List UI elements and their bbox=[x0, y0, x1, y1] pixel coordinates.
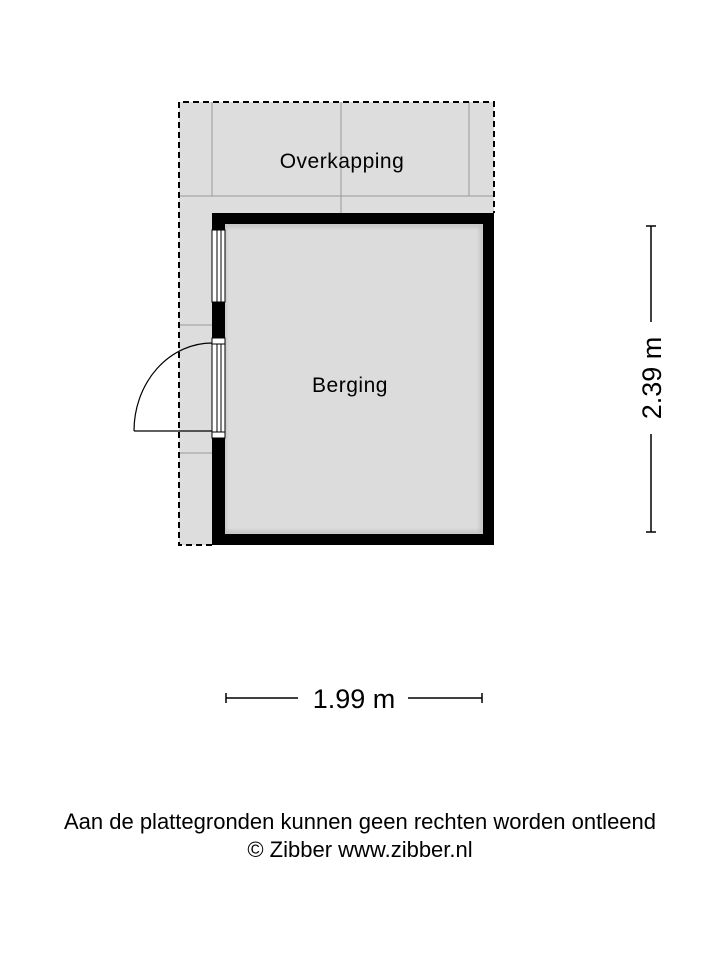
copyright-text: © Zibber www.zibber.nl bbox=[247, 837, 473, 862]
height-dimension-label: 2.39 m bbox=[637, 336, 667, 420]
width-dimension-label: 1.99 m bbox=[312, 684, 396, 714]
disclaimer-text: Aan de plattegronden kunnen geen rechten worden ontleend bbox=[63, 809, 657, 834]
room-label-berging: Berging bbox=[312, 374, 388, 397]
room-label-overkapping: Overkapping bbox=[279, 150, 405, 173]
window bbox=[212, 230, 225, 302]
height-dimension bbox=[637, 226, 667, 532]
width-dimension bbox=[226, 684, 482, 714]
